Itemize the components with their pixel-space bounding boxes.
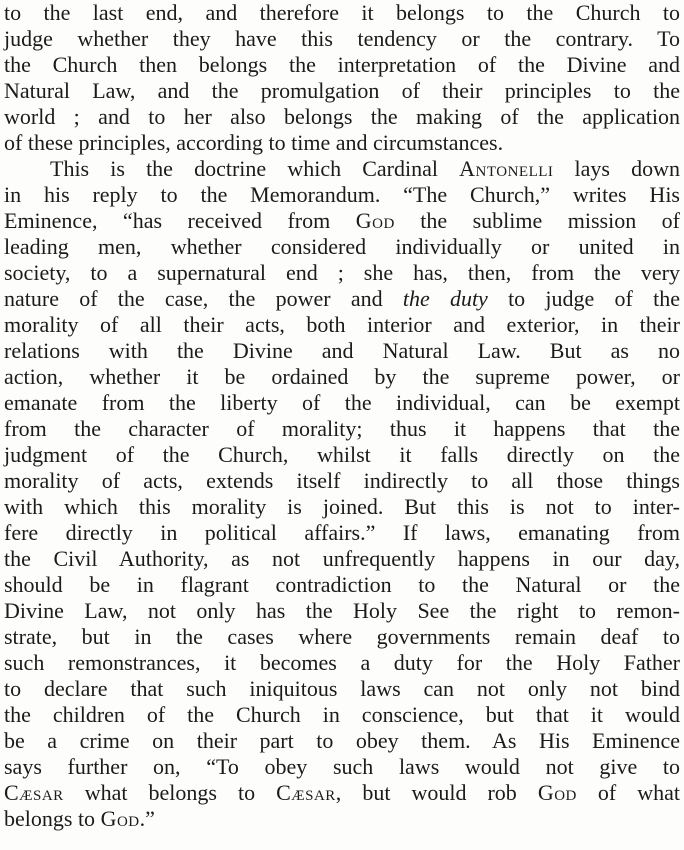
text-line <box>4 286 680 312</box>
text-run: belongs to <box>4 806 101 831</box>
text-run: lays down <box>553 156 681 181</box>
text-line: world ; and to her also belongs the making of the application <box>4 104 680 129</box>
text-line: of these principles, according to time and circumstances. <box>4 130 504 155</box>
italic-phrase: the duty <box>402 286 488 311</box>
text-line: fere directly in political affairs.” If laws, emanating from <box>4 520 680 545</box>
text-line: to the last end, and therefore it belongs to the Church to <box>4 0 680 25</box>
text-run: of what <box>576 780 680 805</box>
small-caps-name: Antonelli <box>459 156 554 181</box>
text-line <box>4 208 680 234</box>
text-line: the children of the Church in conscience, but that it would <box>4 702 680 727</box>
text-run: Eminence, “has received from <box>4 208 356 233</box>
text-line: emanate from the liberty of the individual, can be exempt <box>4 390 680 415</box>
small-caps-name: Cæsar <box>276 780 336 805</box>
small-caps-name: God <box>537 780 577 805</box>
text-run: , but would rob <box>335 780 538 805</box>
text-line: in his reply to the Memorandum. “The Church,” writes His <box>4 182 680 207</box>
text-line: action, whether it be ordained by the supreme power, or <box>4 364 680 389</box>
text-run: the sublime mission of <box>394 208 681 233</box>
small-caps-name: Cæsar <box>4 780 64 805</box>
small-caps-name: God <box>100 806 140 831</box>
text-line: strate, but in the cases where governments remain deaf to <box>4 624 680 649</box>
text-line: says further on, “To obey such laws would not give to <box>4 754 680 779</box>
text-run: to judge of the <box>487 286 680 311</box>
text-line <box>4 780 680 806</box>
text-run: what belongs to <box>63 780 277 805</box>
text-line: the Church then belongs the interpretation of the Divine and <box>4 52 680 77</box>
text-line: from the character of morality; thus it happens that the <box>4 416 680 441</box>
text-line: should be in flagrant contradiction to the Natural or the <box>4 572 680 597</box>
text-line: Divine Law, not only has the Holy See the right to remon- <box>4 598 680 623</box>
text-line: judge whether they have this tendency or the contrary. To <box>4 26 680 51</box>
text-line: with which this morality is joined. But this is not to inter- <box>4 494 680 519</box>
text-run: nature of the case, the power and <box>4 286 403 311</box>
text-line: to declare that such iniquitous laws can not only not bind <box>4 676 680 701</box>
text-line: relations with the Divine and Natural Law. But as no <box>4 338 680 363</box>
text-run: .” <box>139 806 155 831</box>
text-line: the Civil Authority, as not unfrequently happens in our day, <box>4 546 680 571</box>
small-caps-name: God <box>355 208 395 233</box>
text-line: society, to a supernatural end ; she has, then, from the very <box>4 260 680 285</box>
text-line: morality of acts, extends itself indirectly to all those things <box>4 468 680 493</box>
text-line: leading men, whether considered individually or united in <box>4 234 680 259</box>
text-run: This is the doctrine which Cardinal <box>50 156 460 181</box>
text-line: judgment of the Church, whilst it falls directly on the <box>4 442 680 467</box>
text-line: Natural Law, and the promulgation of their principles to the <box>4 78 680 103</box>
paragraph-start-line <box>50 156 680 182</box>
text-line: be a crime on their part to obey them. As His Eminence <box>4 728 680 753</box>
text-line: such remonstrances, it becomes a duty for the Holy Father <box>4 650 680 675</box>
text-line <box>4 806 680 832</box>
text-line: morality of all their acts, both interior and exterior, in their <box>4 312 680 337</box>
